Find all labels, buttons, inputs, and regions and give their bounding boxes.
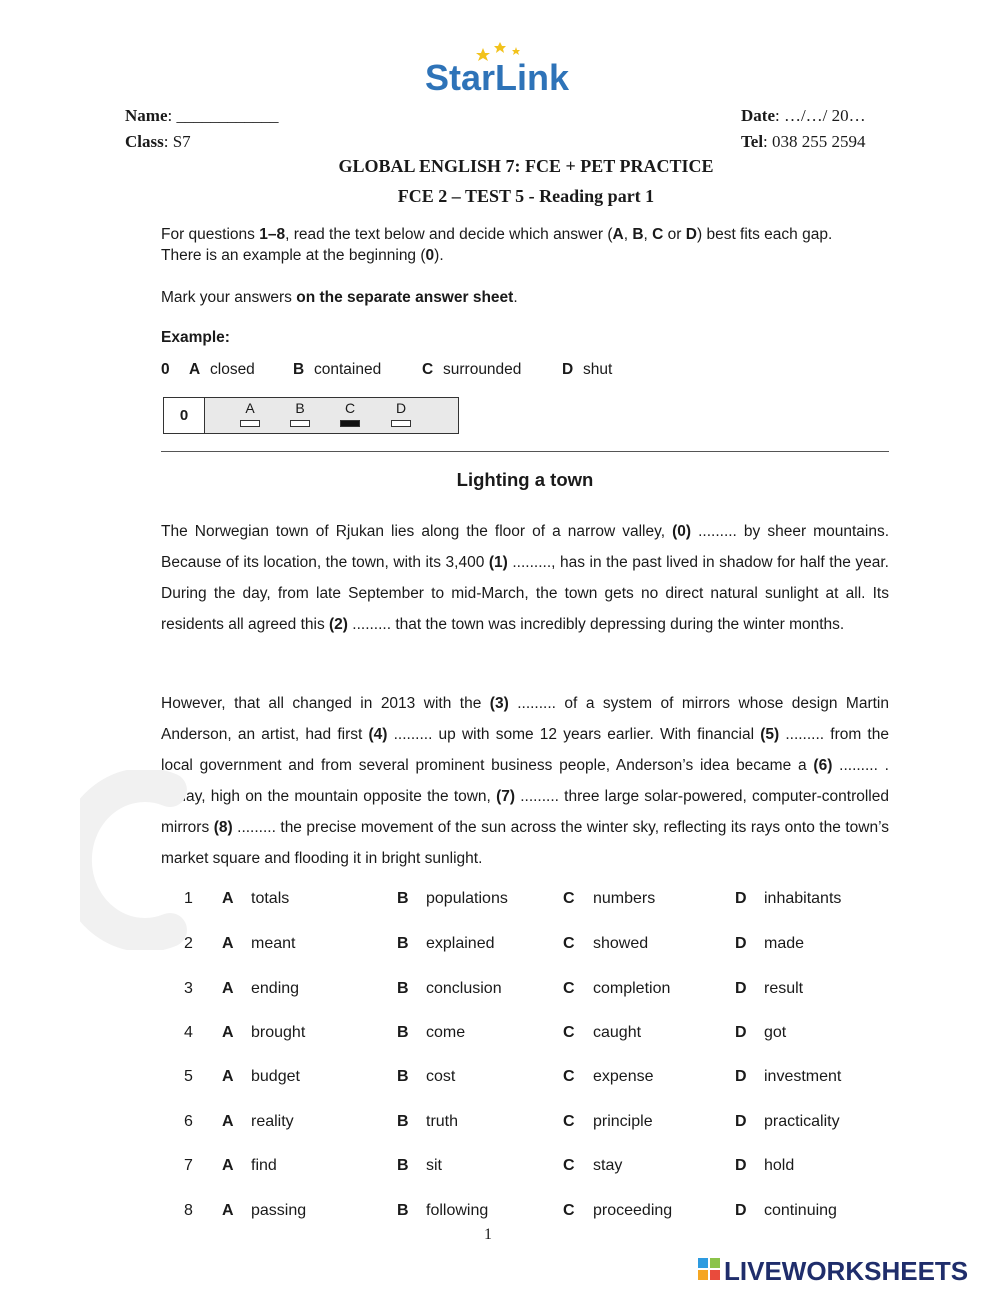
para-text: ......... three large solar-powered, computer-controlled mirrors (161, 788, 889, 836)
option-word: sit (426, 1157, 442, 1174)
option-letter: B (397, 890, 409, 907)
option-letter: C (563, 1068, 575, 1085)
answer-box-letter: D (395, 400, 407, 416)
page-number: 1 (484, 1226, 492, 1243)
option-word: hold (764, 1157, 795, 1174)
option-letter: B (397, 980, 409, 997)
answer-bubble (240, 420, 260, 427)
answer-box-option (389, 400, 413, 427)
option-word: caught (593, 1024, 642, 1041)
option-word: brought (251, 1024, 306, 1041)
option-word: populations (426, 890, 508, 907)
para-text: ........., has in the past lived in shadow for half the year. During the day, from late September to mid-March, the town gets no direct natural sunlight at all. Its residents all agreed this (161, 554, 889, 633)
option-word: principle (593, 1113, 653, 1130)
example-option-word: contained (314, 361, 382, 378)
option-letter: C (563, 1202, 575, 1219)
option-word: explained (426, 935, 495, 952)
option-word: got (764, 1024, 787, 1041)
option-word: investment (764, 1068, 842, 1085)
worksheet-title: GLOBAL ENGLISH 7: FCE + PET PRACTICE (338, 156, 714, 176)
option-word: ending (251, 980, 300, 997)
question-row (0, 1157, 1000, 1181)
class-line (125, 132, 191, 152)
example-letter: C (422, 361, 434, 378)
gap-number: (8) (213, 819, 233, 836)
para-text: The Norwegian town of Rjukan lies along the floor of a narrow valley, (161, 523, 673, 540)
gap-number: (1) (488, 554, 508, 571)
para-text: ......... up with some 12 years earlier. With financial (387, 726, 761, 743)
para-text: ......... of a system of mirrors whose design Martin Anderson, an artist, had first (161, 695, 889, 743)
option-letter: A (222, 935, 234, 952)
option-word: cost (426, 1068, 456, 1085)
instr-zero: 0 (425, 247, 435, 264)
instr-text: or (663, 226, 686, 243)
instr-range: 1–8 (259, 226, 286, 243)
example-answer-box (163, 397, 459, 434)
option-letter: B (397, 1202, 409, 1219)
option-letter: A (222, 1024, 234, 1041)
option-letter: C (563, 935, 575, 952)
option-word: totals (251, 890, 290, 907)
option-letter: A (222, 1068, 234, 1085)
option-word: passing (251, 1202, 307, 1219)
option-word: meant (251, 935, 296, 952)
question-number: 2 (184, 935, 193, 952)
example-letter: A (189, 361, 201, 378)
worksheet-subtitle: FCE 2 – TEST 5 - Reading part 1 (397, 186, 655, 206)
question-number: 5 (184, 1068, 193, 1085)
example-letter: D (562, 361, 574, 378)
answer-bubble-selected (340, 420, 360, 427)
example-option-word: surrounded (443, 361, 522, 378)
answer-box-option (238, 400, 262, 427)
example-option-word: closed (210, 361, 255, 378)
option-letter: D (735, 1068, 747, 1085)
gap-number: (3) (489, 695, 509, 712)
answer-box-number: 0 (164, 398, 205, 433)
answer-box-option (338, 400, 362, 427)
option-word: reality (251, 1113, 294, 1130)
option-word: proceeding (593, 1202, 673, 1219)
logo-text: StarLink (424, 57, 570, 98)
option-word: find (251, 1157, 277, 1174)
instr-letter: B (632, 226, 644, 243)
option-word: completion (593, 980, 671, 997)
tel-label: Tel (741, 132, 764, 151)
liveworksheets-logo (698, 1255, 994, 1285)
question-row (0, 1024, 1000, 1048)
gap-number: (7) (496, 788, 516, 805)
class-label: Class (125, 132, 164, 151)
option-letter: A (222, 1202, 234, 1219)
mark-bold: on the separate answer sheet (296, 289, 514, 306)
instr-letter: A (612, 226, 624, 243)
option-letter: C (563, 1113, 575, 1130)
example-row (0, 361, 1000, 383)
mark-text: . (513, 289, 518, 306)
question-number: 3 (184, 980, 193, 997)
option-letter: A (222, 890, 234, 907)
option-letter: B (397, 1068, 409, 1085)
name-line (125, 106, 278, 126)
answer-bubble (290, 420, 310, 427)
instr-letter: C (652, 226, 664, 243)
para-text: ......... . Today, high on the mountain opposite the town, (161, 757, 889, 805)
option-word: come (426, 1024, 466, 1041)
gap-number: (4) (368, 726, 388, 743)
paragraph-1 (161, 516, 889, 640)
para-text: ......... the precise movement of the sun across the winter sky, reflecting its rays onto the town’s market square and flooding it in bright sunlight. (161, 819, 889, 867)
option-word: budget (251, 1068, 300, 1085)
name-label: Name (125, 106, 168, 125)
instr-text: , (643, 226, 653, 243)
example-number: 0 (161, 361, 170, 378)
option-word: inhabitants (764, 890, 842, 907)
option-letter: A (222, 1113, 234, 1130)
option-word: practicality (764, 1113, 840, 1130)
option-letter: D (735, 1024, 747, 1041)
date-line (741, 106, 866, 126)
gap-number: (5) (760, 726, 780, 743)
question-row (0, 980, 1000, 1004)
para-text: However, that all changed in 2013 with the (161, 695, 490, 712)
instr-letter: D (685, 226, 697, 243)
paragraph-2 (161, 688, 889, 874)
question-number: 7 (184, 1157, 193, 1174)
option-letter: C (563, 1024, 575, 1041)
option-word: made (764, 935, 805, 952)
instr-text: , (623, 226, 633, 243)
question-row (0, 1068, 1000, 1092)
section-divider (161, 451, 889, 452)
option-letter: C (563, 890, 575, 907)
mark-answers-note (161, 287, 901, 308)
date-label: Date (741, 106, 775, 125)
option-letter: D (735, 1202, 747, 1219)
tel-value: : 038 255 2594 (763, 132, 866, 151)
option-letter: D (735, 1157, 747, 1174)
name-value: : ____________ (167, 106, 279, 125)
instructions (161, 224, 901, 266)
question-number: 6 (184, 1113, 193, 1130)
date-value: : …/…/ 20… (774, 106, 866, 125)
option-letter: D (735, 980, 747, 997)
answer-box-letter: B (295, 400, 305, 416)
class-value: : S7 (163, 132, 191, 151)
question-row (0, 1113, 1000, 1137)
gap-number: (2) (329, 616, 348, 633)
option-word: expense (593, 1068, 654, 1085)
para-text: ......... that the town was incredibly depressing during the winter months. (347, 616, 845, 633)
answer-bubble (391, 420, 411, 427)
option-word: numbers (593, 890, 656, 907)
option-word: result (764, 980, 804, 997)
option-word: truth (426, 1113, 459, 1130)
question-number: 8 (184, 1202, 193, 1219)
option-letter: D (735, 1113, 747, 1130)
instr-text: ). (434, 247, 444, 264)
answer-box-letter: C (344, 400, 356, 416)
option-letter: B (397, 1113, 409, 1130)
mark-text: Mark your answers (161, 289, 297, 306)
instr-text: , read the text below and decide which answer ( (285, 226, 613, 243)
liveworksheets-text: LIVEWORKSHEETS (724, 1256, 969, 1285)
liveworksheets-icon (698, 1258, 720, 1280)
option-word: stay (593, 1157, 623, 1174)
answer-box-option (288, 400, 312, 427)
watermark-shape (80, 770, 200, 950)
instr-text: ) best fits each gap. (696, 226, 833, 243)
para-text: ......... from the local government and from several prominent business people, Anderson’s idea became a (161, 726, 889, 774)
option-letter: B (397, 1157, 409, 1174)
question-number: 1 (184, 890, 193, 907)
option-word: continuing (764, 1202, 837, 1219)
option-letter: D (735, 890, 747, 907)
option-letter: D (735, 935, 747, 952)
option-letter: B (397, 935, 409, 952)
example-label: Example: (161, 329, 230, 346)
option-letter: C (563, 1157, 575, 1174)
example-letter: B (293, 361, 305, 378)
tel-line (741, 132, 866, 152)
option-word: conclusion (426, 980, 502, 997)
example-option-word: shut (583, 361, 613, 378)
starlink-logo (0, 40, 1000, 100)
option-letter: A (222, 1157, 234, 1174)
option-letter: A (222, 980, 234, 997)
gap-number: (6) (813, 757, 833, 774)
option-letter: B (397, 1024, 409, 1041)
gap-number: (0) (672, 523, 692, 540)
para-text: ......... by sheer mountains. Because of its location, the town, with its 3,400 (161, 523, 890, 571)
question-row (0, 1202, 1000, 1226)
option-word: showed (593, 935, 649, 952)
instr-text: There is an example at the beginning ( (161, 247, 426, 264)
instr-text: For questions (161, 226, 260, 243)
question-number: 4 (184, 1024, 193, 1041)
text-title: Lighting a town (456, 469, 594, 490)
option-word: following (426, 1202, 489, 1219)
option-letter: C (563, 980, 575, 997)
answer-box-letter: A (245, 400, 255, 416)
